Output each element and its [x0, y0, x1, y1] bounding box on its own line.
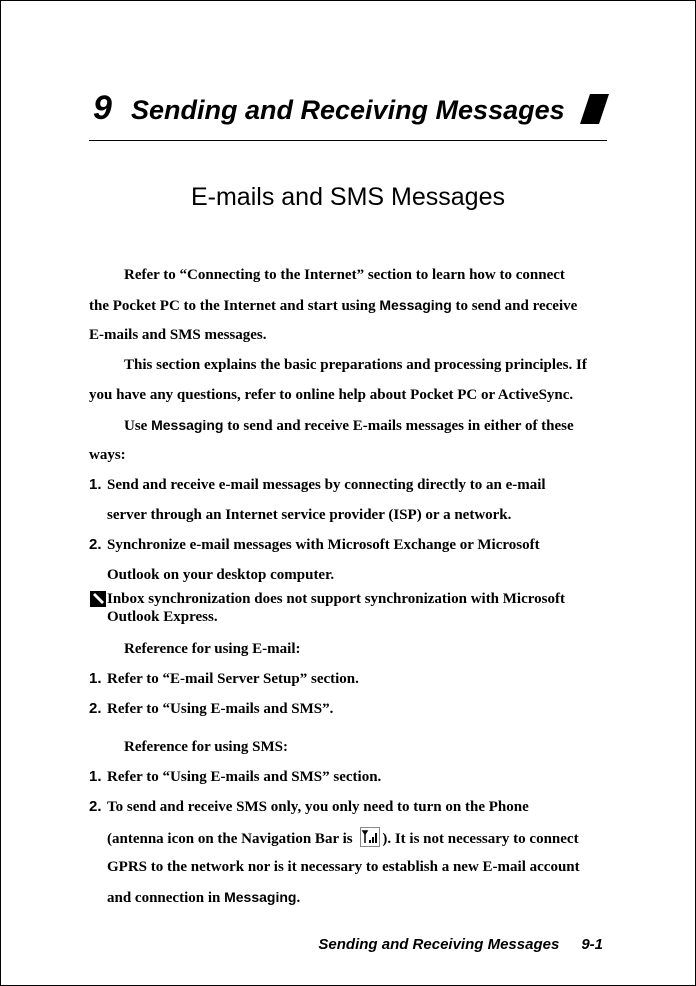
list-item: 1. Send and receive e-mail messages by connecting directly to an e-mail: [89, 476, 546, 493]
heading-rule: [89, 140, 607, 141]
paragraph-line: This section explains the basic preparations and processing principles. If: [124, 357, 587, 373]
phone-antenna-icon: [360, 827, 380, 847]
list-item: 2. Refer to “Using E-mails and SMS”.: [89, 700, 334, 717]
list-item-continuation: (antenna icon on the Navigation Bar is ). It is not necessary to connect: [107, 827, 579, 849]
page-footer: [318, 936, 603, 953]
paragraph-line: ways:: [89, 447, 126, 463]
messaging-term: Messaging: [379, 297, 452, 313]
list-item: 1. Refer to “E-mail Server Setup” section.: [89, 670, 359, 687]
reference-heading: Reference for using SMS:: [124, 739, 289, 755]
list-item: 2. To send and receive SMS only, you only need to turn on the Phone: [89, 798, 529, 815]
note-text: Inbox synchronization does not support synchronization with Microsoft: [107, 591, 565, 607]
paragraph-line: Use Messaging to send and receive E-mails messages in either of these: [124, 417, 574, 434]
footer-title: Sending and Receiving Messages: [318, 936, 560, 953]
paragraph-line: you have any questions, refer to online help about Pocket PC or ActiveSync.: [89, 387, 574, 403]
chapter-heading: [93, 89, 613, 133]
messaging-term: Messaging: [151, 417, 224, 433]
list-item: 1. Refer to “Using E-mails and SMS” section.: [89, 768, 382, 785]
list-item: 2. Synchronize e-mail messages with Microsoft Exchange or Microsoft: [89, 536, 540, 553]
list-item-continuation: and connection in Messaging.: [107, 889, 301, 906]
chapter-title: Sending and Receiving Messages: [131, 95, 565, 125]
list-item-continuation: GPRS to the network nor is it necessary to establish a new E-mail account: [107, 859, 580, 875]
reference-heading: Reference for using E-mail:: [124, 641, 301, 657]
paragraph-line: E-mails and SMS messages.: [89, 327, 267, 343]
section-title: E-mails and SMS Messages: [190, 183, 505, 211]
note-icon: [90, 591, 106, 607]
note-text: Outlook Express.: [107, 609, 218, 625]
list-item-continuation: Outlook on your desktop computer.: [107, 567, 335, 583]
paragraph-line: the Pocket PC to the Internet and start using Messaging to send and receive: [89, 297, 578, 314]
paragraph-line: Refer to “Connecting to the Internet” section to learn how to connect: [124, 267, 565, 283]
list-item-continuation: server through an Internet service provider (ISP) or a network.: [107, 507, 512, 523]
messaging-term: Messaging: [224, 889, 297, 905]
slash-decoration-icon: [580, 93, 610, 125]
page-number: 9-1: [581, 936, 603, 953]
chapter-number: 9: [93, 89, 112, 127]
